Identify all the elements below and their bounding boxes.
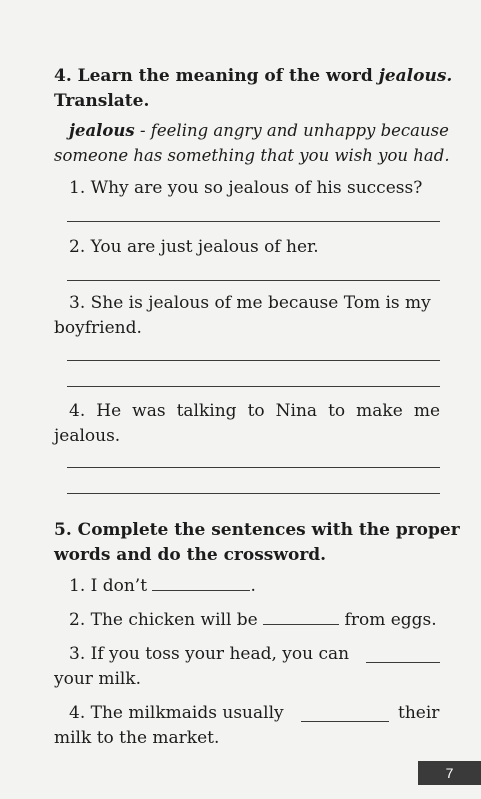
blank-2[interactable] [263,610,339,625]
ex4-item-1: 1. Why are you so jealous of his success? [69,178,423,198]
answer-line-1[interactable] [67,221,440,222]
page-number: 7 [445,765,454,781]
blank-1[interactable] [152,576,250,591]
exercise-5-title-line2: words and do the crossword. [54,545,327,565]
exercise-4-title [54,66,452,86]
ex5-sentence-2 [69,610,437,630]
definition-word: jealous [69,121,135,140]
exercise-4-title-text: 4. Learn the meaning of the word [54,66,379,86]
ex5-sentence-3-cont: your milk. [54,669,142,689]
ex5-sentence-4: 4. The milkmaids usually [69,703,284,723]
answer-line-3b[interactable] [67,386,440,387]
ex4-item-3: 3. She is jealous of me because Tom is my [69,293,431,313]
ex4-item-4-cont: jealous. [54,426,121,446]
exercise-4-keyword: jealous. [378,66,453,86]
blank-3[interactable] [366,648,440,663]
answer-line-3a[interactable] [67,360,440,361]
ex5-s2-end: from eggs. [344,610,437,630]
page-number-badge [418,761,481,785]
ex5-sentence-4-cont: milk to the market. [54,728,220,748]
ex4-item-4 [69,401,440,421]
ex4-item-4-text: 4. He was talking to Nina to make me [69,401,440,421]
definition-line-2: someone has something that you wish you had. [54,146,450,165]
ex4-item-3-cont: boyfriend. [54,318,142,338]
ex5-s2-text: 2. The chicken will be [69,610,258,630]
definition-text: - feeling angry and unhappy because [134,121,449,140]
answer-line-4a[interactable] [67,467,440,468]
answer-line-2[interactable] [67,280,440,281]
ex5-sentence-4-end: their [398,703,440,723]
ex5-s1-end: . [250,576,256,596]
exercise-5-title: 5. Complete the sentences with the proper [54,520,460,540]
definition-line-1 [69,121,449,140]
exercise-4-title-line2: Translate. [54,91,150,111]
ex5-sentence-1 [69,576,256,596]
blank-4[interactable] [301,707,389,722]
answer-line-4b[interactable] [67,493,440,494]
ex5-sentence-3 [69,644,349,664]
ex5-s1-text: 1. I don’t [69,576,148,596]
ex4-item-2: 2. You are just jealous of her. [69,237,319,257]
ex5-s3-text: 3. If you toss your head, you can [69,644,350,664]
